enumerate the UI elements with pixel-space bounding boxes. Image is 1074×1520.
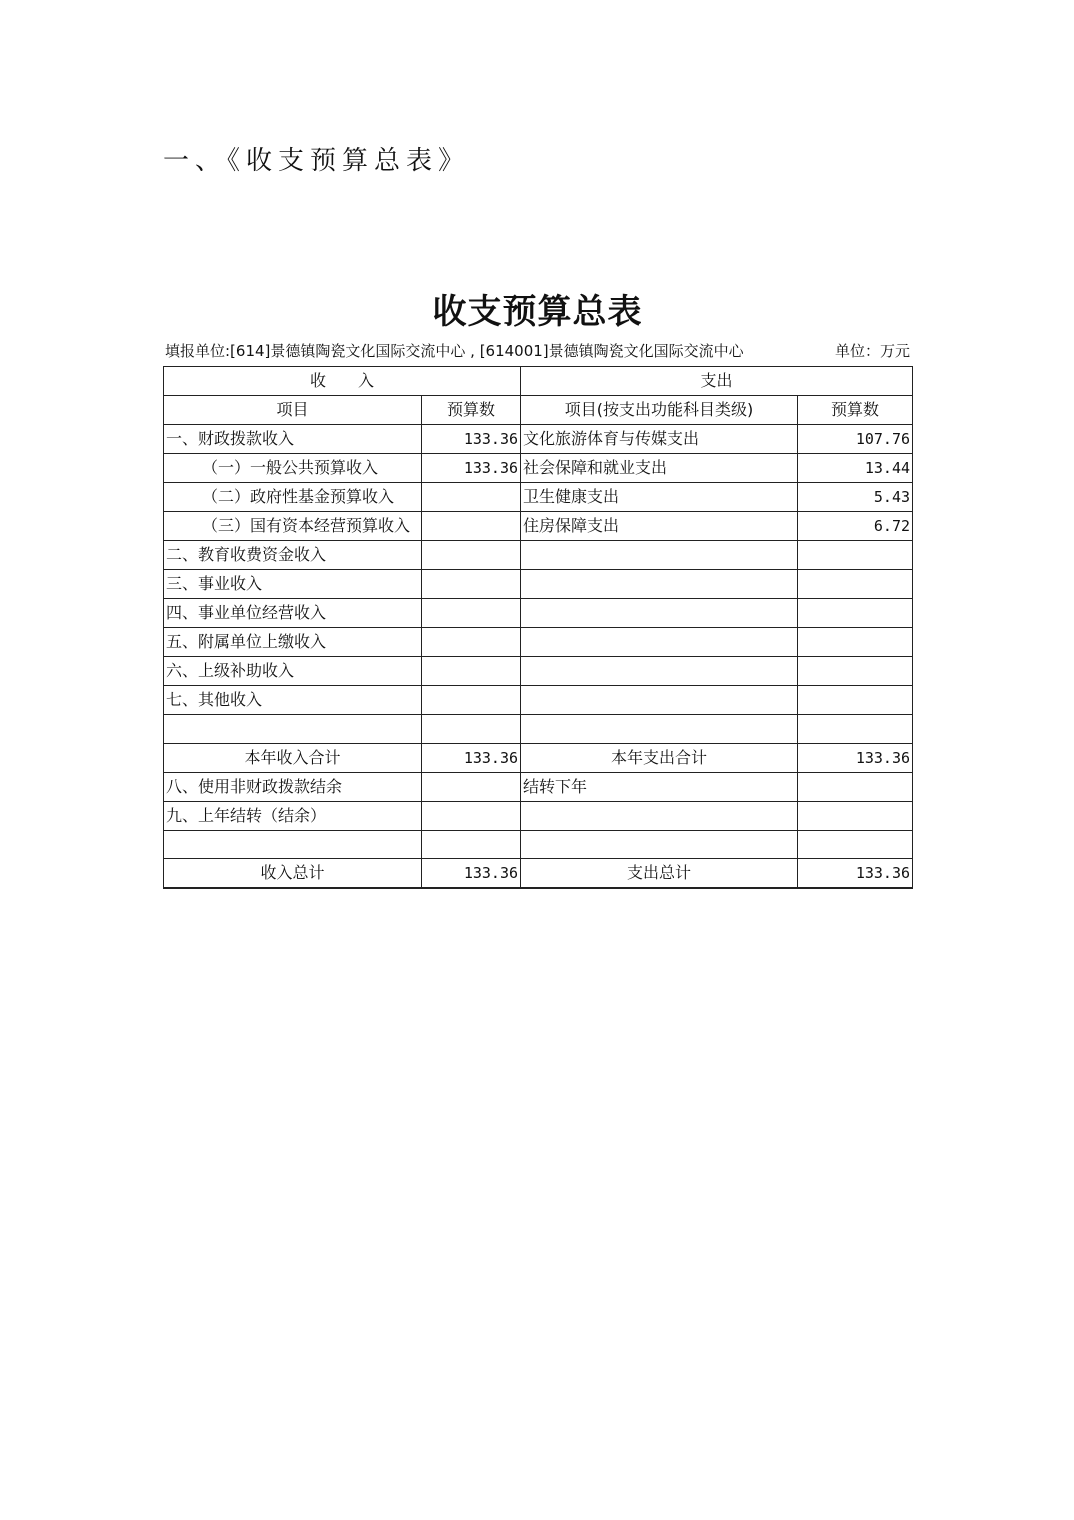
- table-row: [164, 454, 913, 483]
- income-item: 三、事业收入: [164, 570, 422, 599]
- expense-item: [521, 686, 798, 715]
- expense-value: [798, 715, 913, 744]
- expense-value: [798, 628, 913, 657]
- income-item: 二、教育收费资金收入: [164, 541, 422, 570]
- income-item-header: 项目: [164, 396, 422, 425]
- year-income-total-value: 133.36: [422, 743, 521, 772]
- income-item: （一）一般公共预算收入: [164, 454, 422, 483]
- expense-item: [521, 570, 798, 599]
- year-total-row: [164, 743, 913, 772]
- table-row: [164, 628, 913, 657]
- table-row: [164, 686, 913, 715]
- table-row: [164, 570, 913, 599]
- income-item: 八、使用非财政拨款结余: [164, 772, 422, 801]
- income-item: [164, 715, 422, 744]
- income-item: 七、其他收入: [164, 686, 422, 715]
- expense-value: 107.76: [798, 425, 913, 454]
- income-value: [422, 570, 521, 599]
- income-value: [422, 541, 521, 570]
- grand-expense-total-label: 支出总计: [521, 859, 798, 889]
- expense-value: [798, 657, 913, 686]
- expense-value: 5.43: [798, 483, 913, 512]
- expense-item: 文化旅游体育与传媒支出: [521, 425, 798, 454]
- expense-value: 13.44: [798, 454, 913, 483]
- table-row: [164, 801, 913, 830]
- year-income-total-label: 本年收入合计: [164, 743, 422, 772]
- income-value: [422, 772, 521, 801]
- expense-budget-header: 预算数: [798, 396, 913, 425]
- income-item: [164, 830, 422, 859]
- expense-item: 结转下年: [521, 772, 798, 801]
- grand-income-total-value: 133.36: [422, 859, 521, 889]
- expense-item: 住房保障支出: [521, 512, 798, 541]
- income-value: [422, 715, 521, 744]
- income-item: 一、财政拨款收入: [164, 425, 422, 454]
- table-row: [164, 830, 913, 859]
- income-value: [422, 801, 521, 830]
- income-item: 九、上年结转（结余）: [164, 801, 422, 830]
- income-value: [422, 628, 521, 657]
- section-heading: 一、《收支预算总表》: [163, 146, 471, 176]
- income-value: [422, 483, 521, 512]
- table-row: [164, 483, 913, 512]
- income-value: [422, 512, 521, 541]
- grand-total-row: [164, 859, 913, 889]
- expense-value: 6.72: [798, 512, 913, 541]
- expense-value: [798, 830, 913, 859]
- table-row: [164, 772, 913, 801]
- grand-income-total-label: 收入总计: [164, 859, 422, 889]
- income-item: 六、上级补助收入: [164, 657, 422, 686]
- income-budget-header: 预算数: [422, 396, 521, 425]
- expense-value: [798, 801, 913, 830]
- expense-value: [798, 772, 913, 801]
- year-expense-total-value: 133.36: [798, 743, 913, 772]
- table-row: [164, 541, 913, 570]
- expense-item: [521, 657, 798, 686]
- table-row: [164, 715, 913, 744]
- expense-value: [798, 570, 913, 599]
- budget-summary-table: [163, 366, 913, 889]
- table-row: [164, 599, 913, 628]
- meta-row: [163, 340, 912, 364]
- expense-value: [798, 599, 913, 628]
- income-value: 133.36: [422, 425, 521, 454]
- table-row: [164, 657, 913, 686]
- income-value: [422, 686, 521, 715]
- expense-item: [521, 628, 798, 657]
- expense-item: 卫生健康支出: [521, 483, 798, 512]
- expense-item: 社会保障和就业支出: [521, 454, 798, 483]
- expense-item: [521, 599, 798, 628]
- income-value: [422, 657, 521, 686]
- expense-value: [798, 686, 913, 715]
- table-row: [164, 512, 913, 541]
- expense-item: [521, 715, 798, 744]
- grand-expense-total-value: 133.36: [798, 859, 913, 889]
- income-header: 收 入: [164, 367, 521, 396]
- expense-value: [798, 541, 913, 570]
- expense-item: [521, 830, 798, 859]
- income-value: [422, 830, 521, 859]
- income-item: 四、事业单位经营收入: [164, 599, 422, 628]
- income-item: （三）国有资本经营预算收入: [164, 512, 422, 541]
- income-item: 五、附属单位上缴收入: [164, 628, 422, 657]
- table-row: [164, 425, 913, 454]
- year-expense-total-label: 本年支出合计: [521, 743, 798, 772]
- expense-item: [521, 801, 798, 830]
- reporting-unit: 填报单位:[614]景德镇陶瓷文化国际交流中心 , [614001]景德镇陶瓷文化国际交流中心: [165, 342, 744, 360]
- expense-item-header: 项目(按支出功能科目类级): [521, 396, 798, 425]
- expense-header: 支出: [521, 367, 913, 396]
- table-header-row: [164, 367, 913, 396]
- income-value: 133.36: [422, 454, 521, 483]
- income-value: [422, 599, 521, 628]
- unit-measure: 单位：万元: [834, 342, 910, 360]
- table-subheader-row: [164, 396, 913, 425]
- income-item: （二）政府性基金预算收入: [164, 483, 422, 512]
- expense-item: [521, 541, 798, 570]
- table-title: 收支预算总表: [432, 292, 643, 332]
